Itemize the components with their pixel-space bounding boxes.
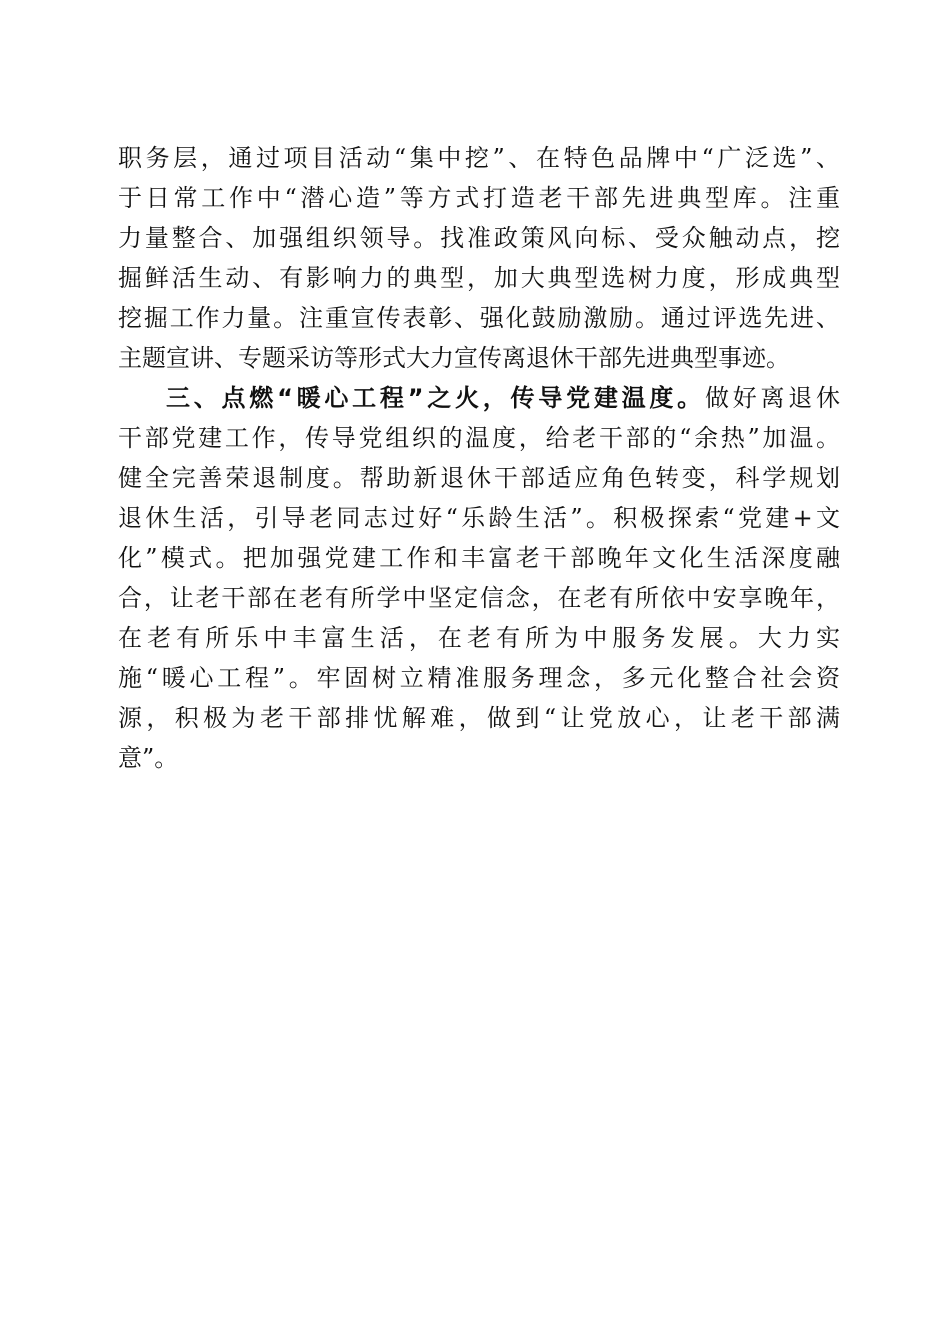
- body-line: 源，积极为老干部排忧解难，做到“让党放心，让老干部满: [118, 704, 840, 732]
- body-line: 力量整合、加强组织领导。找准政策风向标、受众触动点，挖: [118, 224, 840, 252]
- body-line: 意”。: [118, 744, 179, 772]
- body-line: 退休生活，引导老同志过好“乐龄生活”。积极探索“党建+文: [118, 504, 840, 532]
- body-line: 主题宣讲、专题采访等形式大力宣传离退休干部先进典型事迹。: [118, 344, 790, 372]
- body-line: 化”模式。把加强党建工作和丰富老干部晚年文化生活深度融: [118, 544, 840, 572]
- body-line: 在老有所乐中丰富生活，在老有所为中服务发展。大力实: [118, 624, 840, 652]
- body-line: 职务层，通过项目活动“集中挖”、在特色品牌中“广泛选”、: [118, 144, 840, 172]
- section-3-first-line-rest: 做好离退休: [704, 384, 841, 412]
- body-line: 挖掘工作力量。注重宣传表彰、强化鼓励激励。通过评选先进、: [118, 304, 840, 332]
- body-line: 健全完善荣退制度。帮助新退休干部适应角色转变，科学规划: [118, 464, 840, 492]
- body-line: 于日常工作中“潜心造”等方式打造老干部先进典型库。注重: [118, 184, 840, 212]
- body-line: 合，让老干部在老有所学中坚定信念，在老有所依中安享晚年，: [118, 584, 840, 612]
- section-heading: 三、点燃“暖心工程”之火，传导党建温度。: [166, 384, 705, 412]
- document-body: [118, 138, 840, 778]
- body-line: 掘鲜活生动、有影响力的典型，加大典型选树力度，形成典型: [118, 264, 840, 292]
- body-line: 干部党建工作，传导党组织的温度，给老干部的“余热”加温。: [118, 424, 840, 452]
- body-line: 施“暖心工程”。牢固树立精准服务理念，多元化整合社会资: [118, 664, 840, 692]
- section-3-first-line: [118, 378, 840, 418]
